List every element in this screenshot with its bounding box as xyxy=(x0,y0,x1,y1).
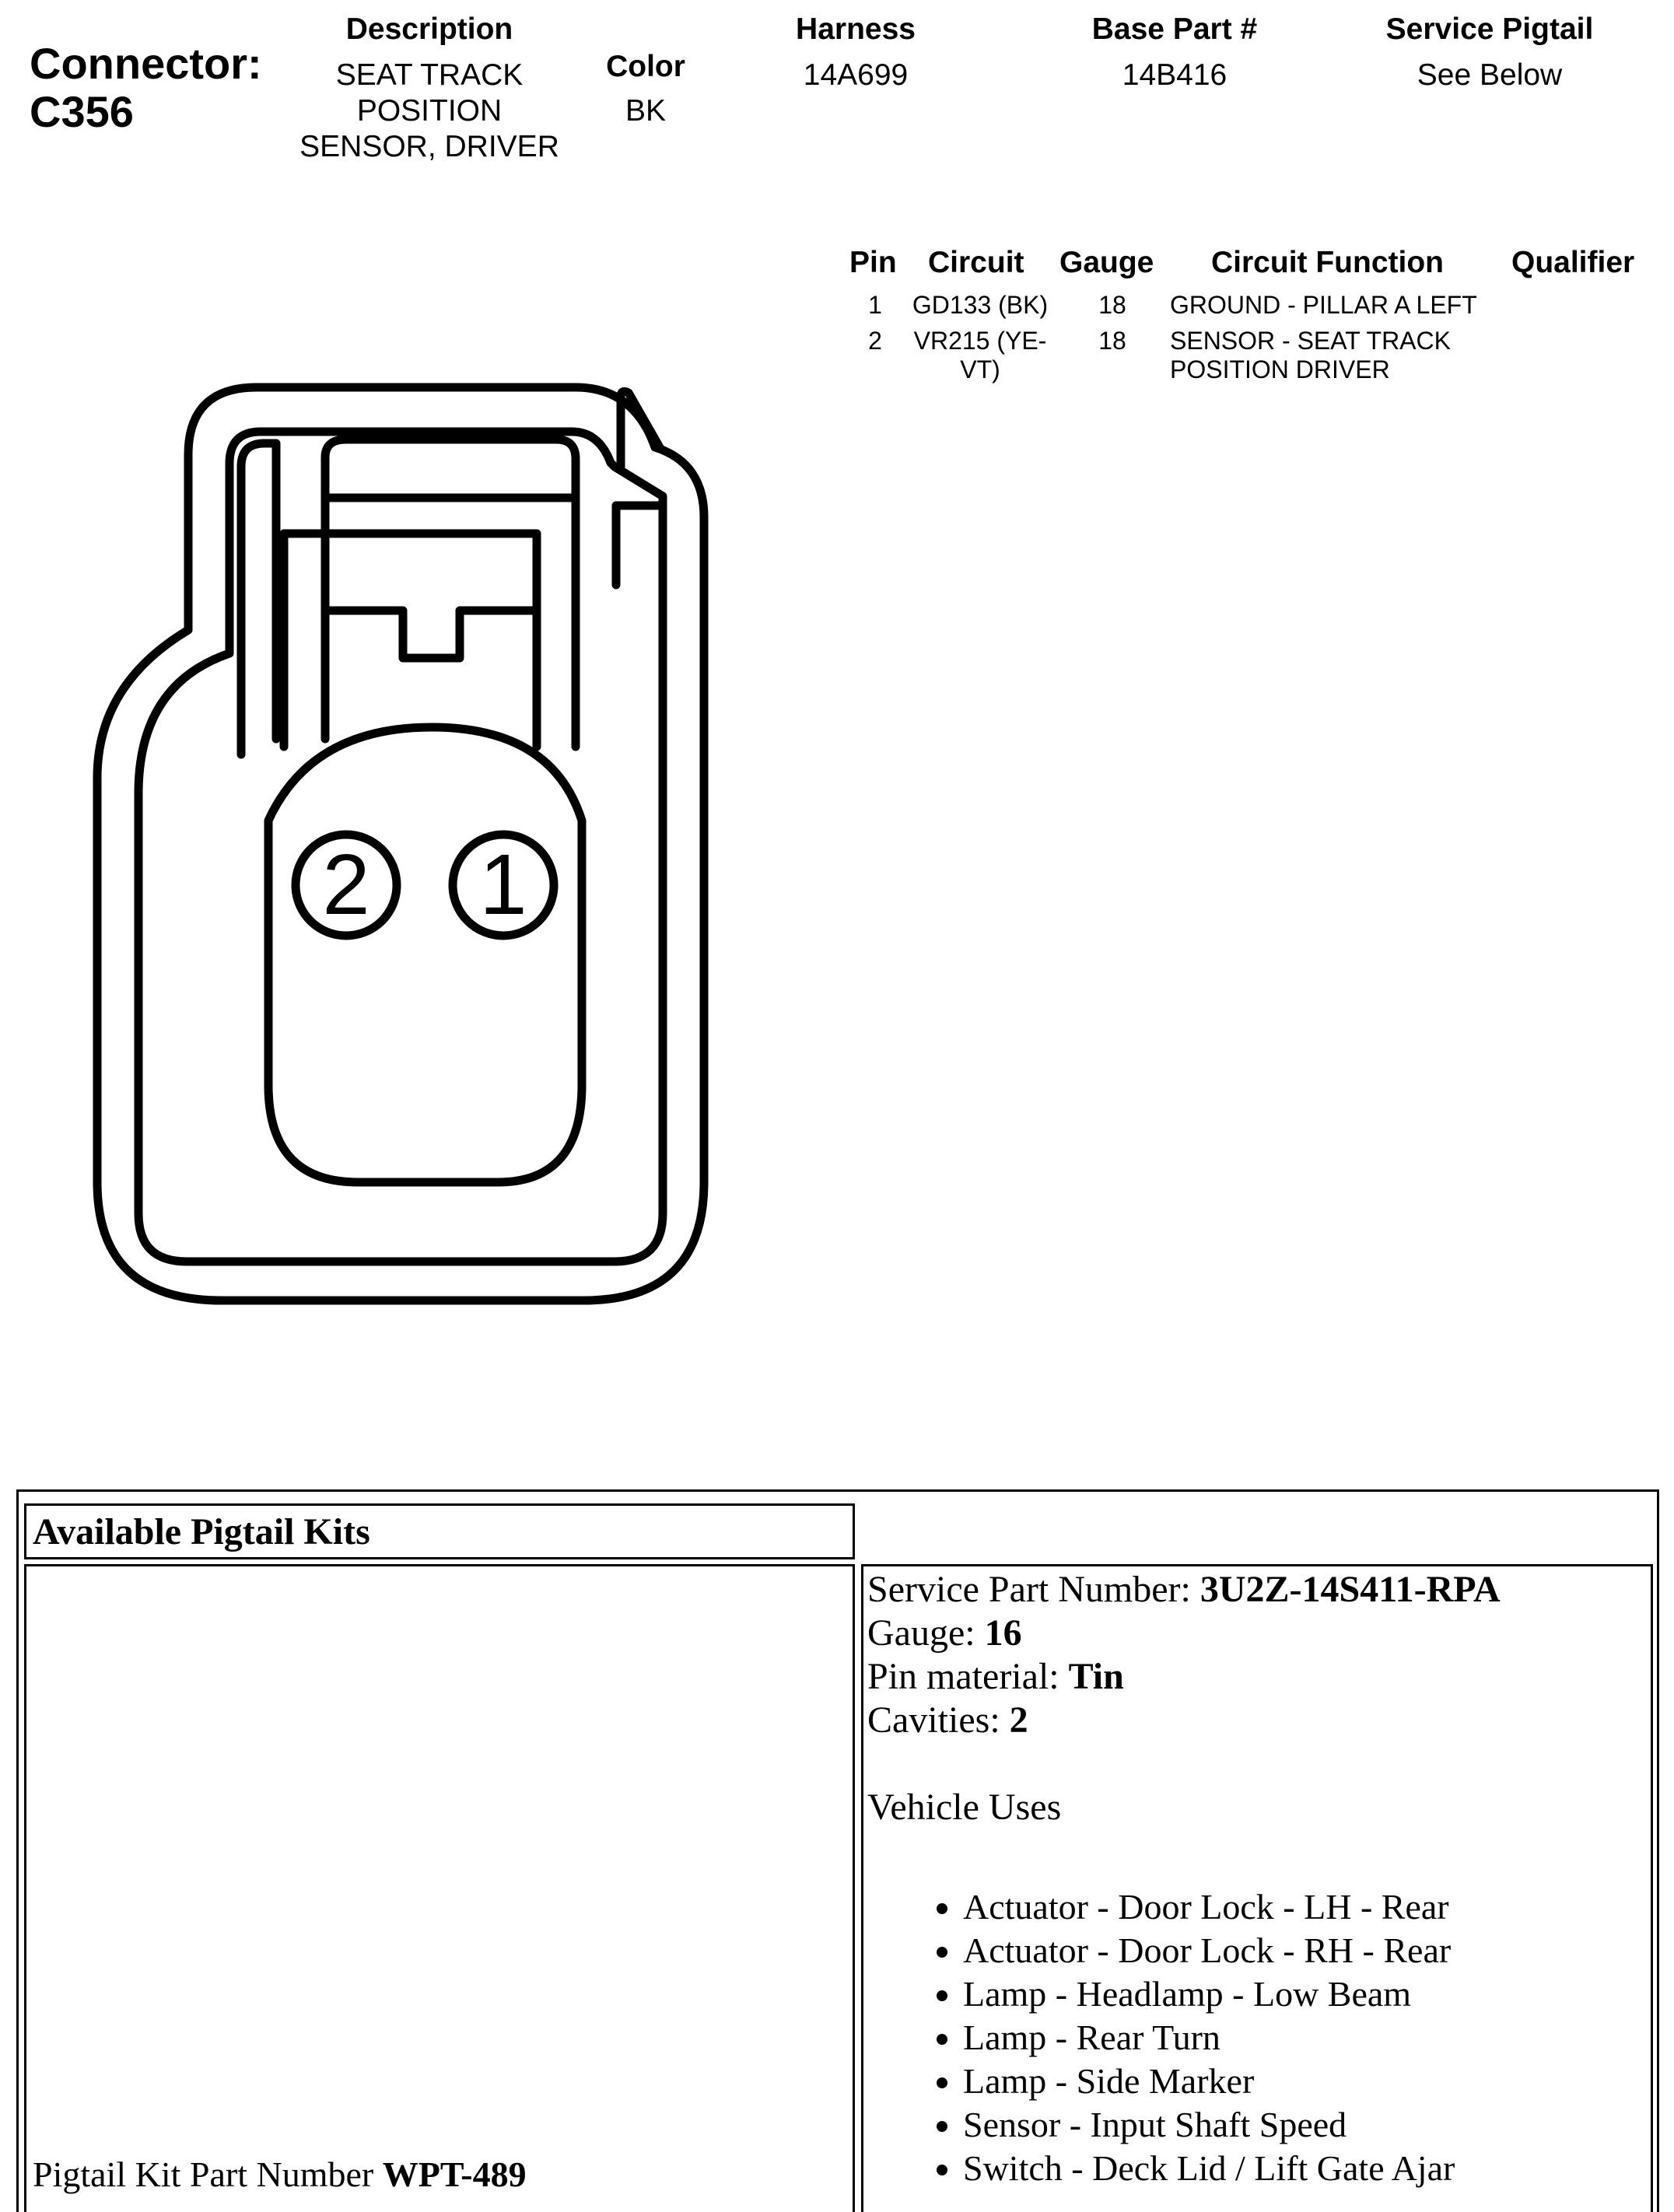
service-part-number xyxy=(867,1568,1501,1612)
harness-value: 14A699 xyxy=(803,58,909,92)
service-part-value: 3U2Z-14S411-RPA xyxy=(1199,1569,1501,1610)
kit-number: WPT-489 xyxy=(382,2154,527,2194)
latch-side xyxy=(616,506,660,585)
circuit-line: VT) xyxy=(960,355,1000,383)
pin-label-2: 2 xyxy=(322,837,370,933)
pigtail-details xyxy=(867,1568,1501,1873)
gauge-value: 16 xyxy=(984,1612,1022,1654)
pin-header: Pin xyxy=(849,246,897,279)
qualifier-header: Qualifier xyxy=(1511,246,1635,279)
pigtail-title: Available Pigtail Kits xyxy=(33,1511,370,1552)
pigtail-title-cell xyxy=(24,1503,855,1559)
vehicle-use-item: • Lamp - Rear Turn xyxy=(963,2016,1455,2060)
pin-material-value: Tin xyxy=(1068,1656,1124,1697)
description-header: Description xyxy=(345,12,513,46)
circuit-line: GD133 (BK) xyxy=(912,291,1049,319)
description-line: SENSOR, DRIVER xyxy=(299,130,559,163)
vehicle-uses-list xyxy=(863,1885,1455,2190)
function-line: POSITION DRIVER xyxy=(1170,355,1390,383)
vehicle-use-item: • Switch - Deck Lid / Lift Gate Ajar xyxy=(963,2147,1455,2190)
color-header: Color xyxy=(606,50,685,83)
pin-material-label: Pin material: xyxy=(867,1656,1069,1697)
circuit-id xyxy=(895,327,1066,384)
latch-notch xyxy=(325,611,537,658)
pin-insert-outline xyxy=(268,727,582,1182)
description-line: POSITION xyxy=(356,94,503,128)
service-part-label: Service Part Number: xyxy=(867,1569,1200,1610)
function-line: GROUND - PILLAR A LEFT xyxy=(1170,291,1477,319)
harness-header: Harness xyxy=(796,12,916,46)
gauge-label: Gauge: xyxy=(867,1612,985,1654)
pigtail-image-cell xyxy=(24,1564,855,2212)
latch-outline xyxy=(241,443,276,754)
vehicle-use-item: • Actuator - Door Lock - RH - Rear xyxy=(963,1929,1455,1972)
base-part-header: Base Part # xyxy=(1091,12,1258,46)
base-part-value: 14B416 xyxy=(1122,58,1227,92)
cavities-label: Cavities: xyxy=(867,1699,1010,1741)
color-value: BK xyxy=(625,94,667,128)
service-pigtail-value: See Below xyxy=(1417,58,1563,92)
gauge-header: Gauge xyxy=(1059,246,1154,279)
circuit-function xyxy=(1170,291,1477,320)
connector-id: C356 xyxy=(30,87,134,136)
circuit-function-header: Circuit Function xyxy=(1211,246,1444,279)
gauge-value: 18 xyxy=(1098,291,1126,319)
pin-label-1: 1 xyxy=(479,837,527,933)
vehicle-use-item: • Actuator - Door Lock - LH - Rear xyxy=(963,1885,1455,1929)
pigtail-details-cell xyxy=(861,1564,1653,2212)
cavities-value: 2 xyxy=(1009,1699,1028,1741)
connector-label: Connector: xyxy=(30,39,262,88)
gauge-value: 18 xyxy=(1098,327,1126,355)
description-line: SEAT TRACK xyxy=(335,58,524,92)
pin-number: 1 xyxy=(868,291,882,319)
pigtail-gauge xyxy=(867,1612,1501,1655)
vehicle-uses-title: Vehicle Uses xyxy=(867,1787,1062,1828)
circuit-header: Circuit xyxy=(928,246,1024,279)
connector-face-diagram xyxy=(0,0,778,1338)
pigtail-kit-part-number xyxy=(33,2154,527,2195)
circuit-id xyxy=(895,291,1066,320)
service-pigtail-header: Service Pigtail xyxy=(1385,12,1594,46)
function-line: SENSOR - SEAT TRACK xyxy=(1170,327,1451,355)
circuit-function xyxy=(1170,327,1451,384)
pin-material xyxy=(867,1655,1501,1699)
cavities xyxy=(867,1699,1501,1742)
vehicle-use-item: • Lamp - Headlamp - Low Beam xyxy=(963,1972,1455,2016)
vehicle-use-item: • Sensor - Input Shaft Speed xyxy=(963,2103,1455,2147)
circuit-line: VR215 (YE- xyxy=(913,327,1047,355)
pin-number: 2 xyxy=(868,327,882,355)
vehicle-use-item: • Lamp - Side Marker xyxy=(963,2060,1455,2103)
kit-label: Pigtail Kit Part Number xyxy=(33,2154,383,2194)
